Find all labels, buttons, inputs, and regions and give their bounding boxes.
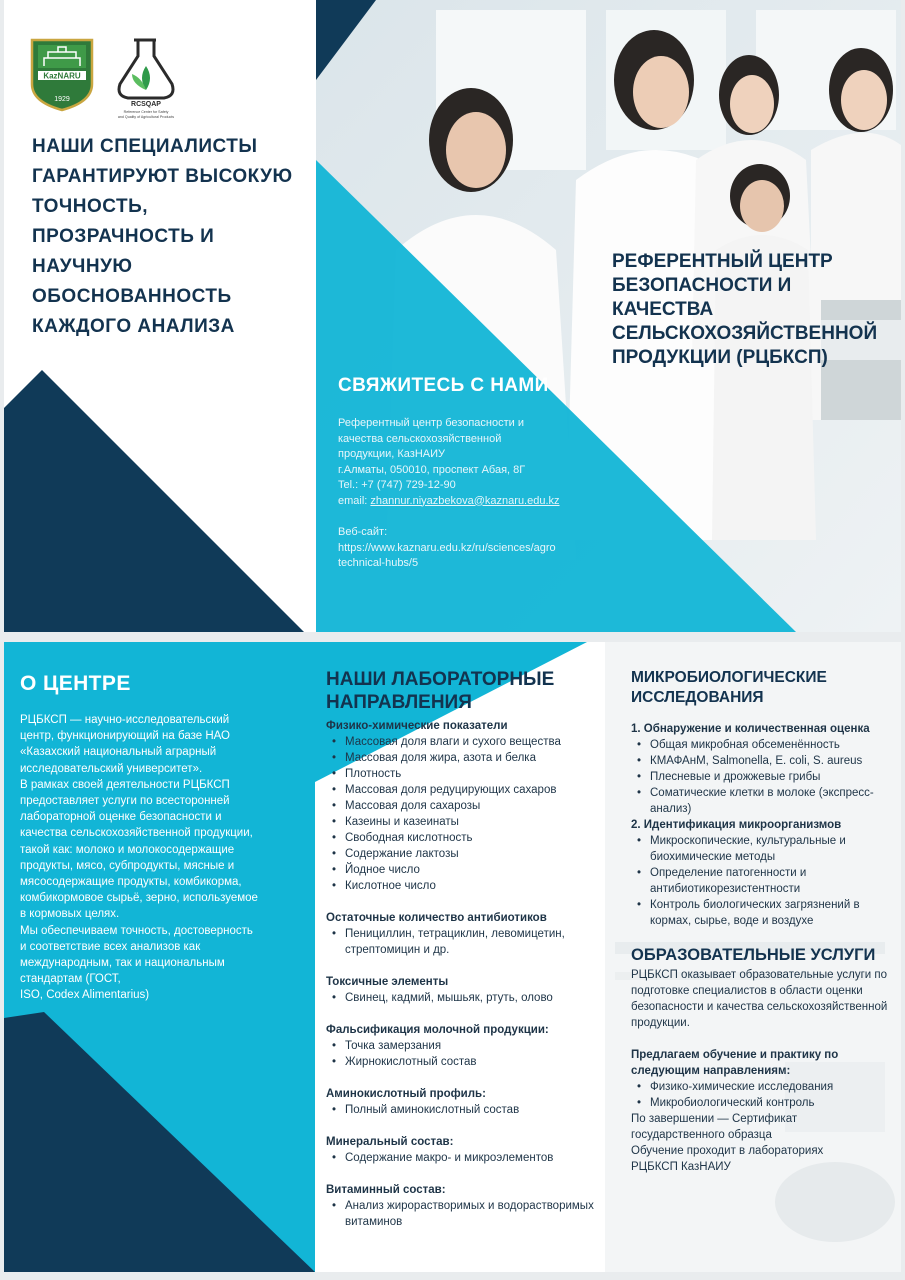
group-list [631, 737, 893, 817]
kaznaru-logo-text: KazNARU [43, 71, 81, 81]
contact-phone[interactable]: Tel.: +7 (747) 729-12-90 [338, 479, 456, 491]
about-panel [4, 642, 315, 1272]
about-line: международным, так и национальным [20, 957, 225, 970]
group-heading: 1. Обнаружение и количественная оценка [631, 723, 870, 735]
lab-title-line: НАШИ ЛАБОРАТОРНЫЕ [326, 669, 555, 690]
contact-line: г.Алматы, 050010, проспект Абая, 8Г [338, 463, 526, 476]
slogan-line: ПРОЗРАЧНОСТЬ И [32, 226, 215, 247]
micro-title [631, 668, 891, 708]
list-item: • Казеины и казеинаты [345, 814, 601, 830]
list-item: • Определение патогенности и антибиотикорезистентности [650, 865, 893, 897]
micro-title-line: МИКРОБИОЛОГИЧЕСКИЕ [631, 669, 827, 686]
about-line: В рамках своей деятельности РЦБКСП [20, 778, 230, 791]
spacer [631, 1031, 893, 1047]
slogan-line: ГАРАНТИРУЮТ ВЫСОКУЮ [32, 166, 293, 187]
contact-line: качества сельскохозяйственной [338, 432, 502, 445]
website-link[interactable]: https://www.kaznaru.edu.kz/ru/sciences/agro [338, 541, 556, 554]
email-label: email: [338, 494, 371, 507]
about-line: в кормовых целях. [20, 908, 120, 921]
spacer [326, 1118, 601, 1134]
about-line: РЦБКСП — научно-исследовательский [20, 714, 230, 726]
email-link[interactable]: zhannur.niyazbekova@kaznaru.edu.kz [370, 494, 560, 507]
list-item: • Анализ жирорастворимых и водорастворимых витаминов [345, 1198, 601, 1230]
section-heading: Фальсификация молочной продукции: [326, 1024, 549, 1036]
section-list [326, 1198, 601, 1230]
about-line: лабораторной оценке безопасности и [20, 811, 222, 824]
about-line: продукты, мясо, субпродукты, мясные и [20, 859, 235, 872]
website-label: Веб-сайт: [338, 526, 388, 538]
contact-info [338, 416, 598, 572]
about-line: предоставляет услуги по всесторонней [20, 795, 230, 808]
about-line: «Казахский национальный аграрный [20, 746, 217, 759]
contact-title: СВЯЖИТЕСЬ С НАМИ [338, 375, 549, 396]
about-line: и соответствие всех анализов как [20, 940, 201, 953]
center-title-line: БЕЗОПАСНОСТИ И [612, 275, 792, 296]
section-list [326, 734, 601, 894]
spacer [631, 929, 893, 947]
about-title: О ЦЕНТРЕ [20, 672, 131, 695]
spacer [326, 1166, 601, 1182]
list-item: • Физико-химические исследования [650, 1079, 893, 1095]
rcsqap-logo-text: RCSQAP [131, 101, 161, 108]
list-item: • Свободная кислотность [345, 830, 601, 846]
about-navy-triangle [4, 1012, 315, 1272]
list-item: • Массовая доля сахарозы [345, 798, 601, 814]
contact-line: Референтный центр безопасности и [338, 417, 524, 429]
about-line: исследовательский университет». [20, 762, 203, 775]
lab-directions [326, 718, 601, 1230]
group-heading: 2. Идентификация микроорганизмов [631, 819, 842, 831]
contact-email-row [338, 494, 598, 510]
list-item: • Массовая доля влаги и сухого вещества [345, 734, 601, 750]
center-title-line: КАЧЕСТВА [612, 299, 714, 320]
about-line: стандартам (ГОСТ, [20, 973, 121, 986]
edu-footer-line: государственного образца [631, 1129, 772, 1141]
list-item: • Общая микробная обсеменённость [650, 737, 893, 753]
list-item: • Содержание макро- и микроэлементов [345, 1150, 601, 1166]
slogan-line: ТОЧНОСТЬ, [32, 196, 149, 217]
about-text [20, 712, 298, 1004]
section-heading: Остаточные количество антибиотиков [326, 912, 547, 924]
micro-content [631, 721, 893, 1175]
slogan-line: ОБОСНОВАННОСТЬ [32, 286, 232, 307]
slogan-line: НАУЧНУЮ [32, 256, 133, 277]
rcsqap-logo-sub1: Reference Center for Safety [123, 110, 169, 114]
list-item: • Плотность [345, 766, 601, 782]
list-item: • Соматические клетки в молоке (экспресс-анализ) [650, 785, 893, 817]
edu-intro: РЦБКСП оказывает образовательные услуги по подготовке специалистов в области оценки безопасности и качества сельскохозяйственной продукции. [631, 969, 888, 1029]
edu-title: ОБРАЗОВАТЕЛЬНЫЕ УСЛУГИ [631, 946, 876, 964]
section-heading: Физико-химические показатели [326, 720, 508, 732]
about-line: качества сельскохозяйственной продукции, [20, 827, 253, 840]
section-heading: Минеральный состав: [326, 1136, 454, 1148]
center-title [612, 250, 892, 370]
list-item: • Йодное число [345, 862, 601, 878]
about-line: мясосодержащие продукты, комбикорма, [20, 876, 242, 889]
list-item: • Микробиологический контроль [650, 1095, 893, 1111]
rcsqap-logo [108, 38, 184, 122]
lab-title-line: НАПРАВЛЕНИЯ [326, 692, 472, 713]
spacer [326, 958, 601, 974]
kaznaru-logo [30, 38, 94, 112]
list-item: • Массовая доля редуцирующих сахаров [345, 782, 601, 798]
section-heading: Аминокислотный профиль: [326, 1088, 486, 1100]
section-list [326, 926, 601, 958]
list-item: • Полный аминокислотный состав [345, 1102, 601, 1118]
section-list [326, 1102, 601, 1118]
contact-line: продукции, КазНАИУ [338, 448, 446, 460]
navy-triangle-decoration [4, 370, 316, 632]
lab-title [326, 668, 596, 714]
list-item: • Жирнокислотный состав [345, 1054, 601, 1070]
cover-left-panel [4, 0, 316, 632]
list-item: • Плесневые и дрожжевые грибы [650, 769, 893, 785]
edu-list [631, 1079, 893, 1111]
edu-footer-line: Обучение проходит в лабораториях [631, 1145, 824, 1157]
spacer [326, 1006, 601, 1022]
list-item: • КМАФАнМ, Salmonella, E. coli, S. aureus [650, 753, 893, 769]
group-list [631, 833, 893, 929]
section-list [326, 990, 601, 1006]
list-item: • Микроскопические, культуральные и биохимические методы [650, 833, 893, 865]
rcsqap-logo-sub2: and Quality of Agricultural Products [117, 115, 175, 119]
list-item: • Свинец, кадмий, мышьяк, ртуть, олово [345, 990, 601, 1006]
slogan-line: НАШИ СПЕЦИАЛИСТЫ [32, 136, 258, 157]
lab-panel [315, 642, 605, 1272]
website-link-cont[interactable]: technical-hubs/5 [338, 557, 419, 569]
slogan-line: КАЖДОГО АНАЛИЗА [32, 316, 235, 337]
section-list [326, 1150, 601, 1166]
spacer [338, 509, 598, 525]
about-line: центр, функционирующий на базе НАО [20, 730, 230, 743]
list-item: • Кислотное число [345, 878, 601, 894]
list-item: • Контроль биологических загрязнений в кормах, сырье, воде и воздухе [650, 897, 893, 929]
micro-edu-panel [605, 642, 901, 1272]
about-line: такой как: молоко и молокосодержащие [20, 843, 235, 856]
edu-offer-heading: Предлагаем обучение и практику по следующим направлениям: [631, 1049, 839, 1077]
edu-footer-line: По завершении — Сертификат [631, 1113, 798, 1125]
section-list [326, 1038, 601, 1070]
spacer [326, 894, 601, 910]
micro-title-line: ИССЛЕДОВАНИЯ [631, 689, 764, 706]
list-item: • Точка замерзания [345, 1038, 601, 1054]
about-line: комбикормовое сырьё, зерно, используемое [20, 892, 258, 905]
cover-slogan [32, 132, 302, 342]
list-item: • Пенициллин, тетрациклин, левомицетин, стрептомицин и др. [345, 926, 601, 958]
about-line: Мы обеспечиваем точность, достоверность [20, 924, 253, 937]
list-item: • Содержание лактозы [345, 846, 601, 862]
section-heading: Токсичные элементы [326, 976, 449, 988]
about-line: ISO, Codex Alimentarius) [20, 989, 150, 1002]
spacer [326, 1070, 601, 1086]
center-title-line: РЕФЕРЕНТНЫЙ ЦЕНТР [612, 251, 833, 272]
kaznaru-logo-year: 1929 [54, 96, 70, 103]
center-title-line: СЕЛЬСКОХОЗЯЙСТВЕННОЙ [612, 323, 878, 344]
list-item: • Массовая доля жира, азота и белка [345, 750, 601, 766]
section-heading: Витаминный состав: [326, 1184, 446, 1196]
edu-footer-line: РЦБКСП КазНАИУ [631, 1161, 731, 1173]
center-title-line: ПРОДУКЦИИ (РЦБКСП) [612, 347, 828, 368]
cover-right-panel [316, 0, 901, 632]
